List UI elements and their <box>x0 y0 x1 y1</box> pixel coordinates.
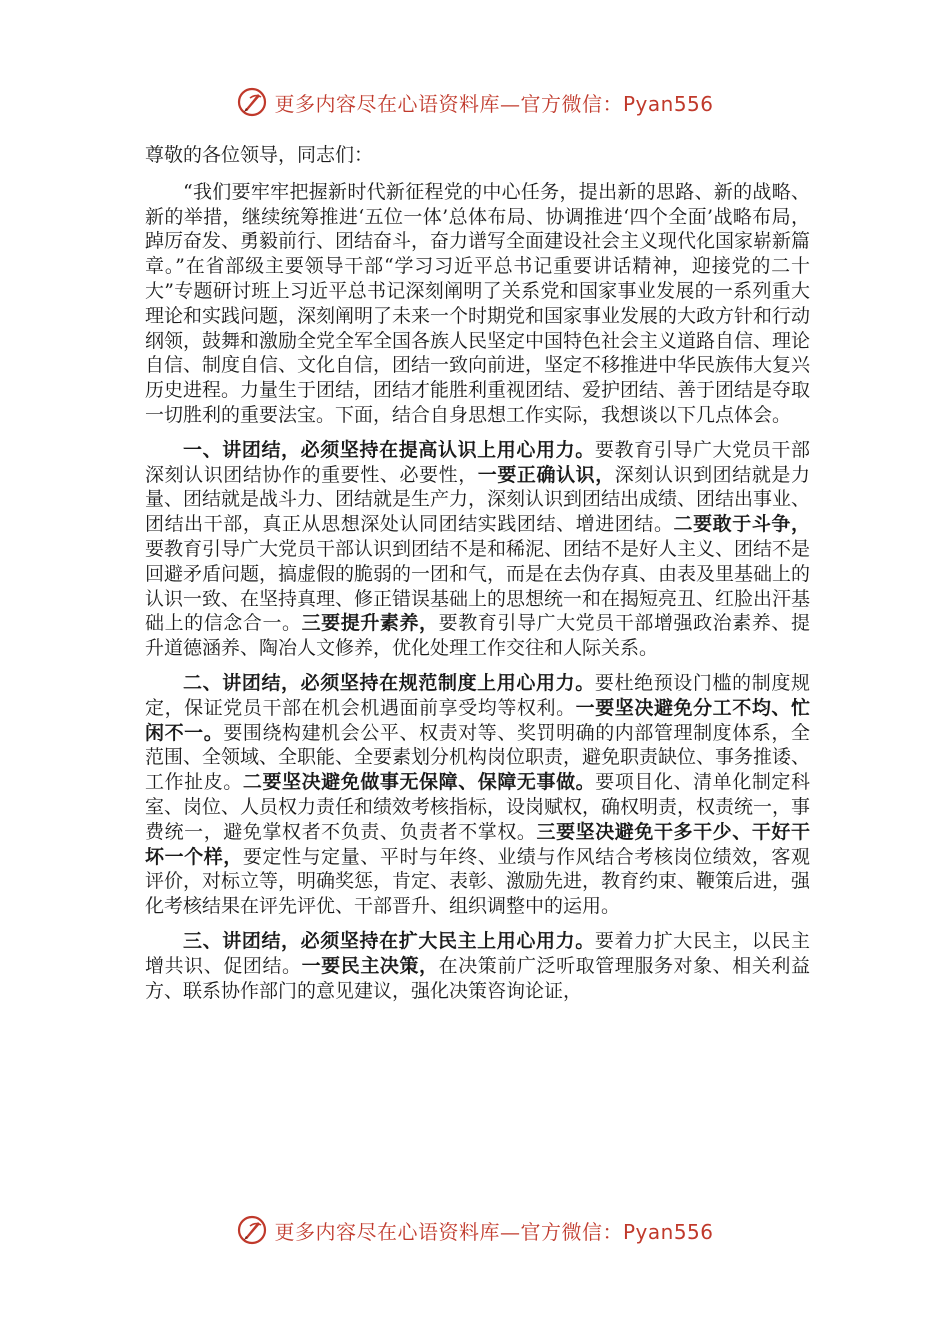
text-run: 要围绕构建机会公平、权责对等、奖罚明确的内部管理制度体系，全范围、全领域、全职能、全要素划分机构岗位职责，避免职责缺位、事务推诿、工作扯皮。 <box>145 721 811 794</box>
bold-heading-run: 一要民主决策， <box>301 954 439 977</box>
bold-heading-run: 三、讲团结，必须坚持在扩大民主上用心用力。 <box>183 929 595 952</box>
bold-heading-run: 三要提升素养， <box>301 612 439 635</box>
text-run: 要杜绝预设门槛的制度规定，保证党员干部在机会机遇面前享受均等权利。 <box>145 671 810 719</box>
bold-heading-run: 三要坚决避免干多干少、干好干坏一个样， <box>145 820 810 868</box>
text-run: 在决策前广泛听取管理服务对象、相关利益方、联系协作部门的意见建议，强化决策咨询论证， <box>145 954 810 1002</box>
header-watermark-banner <box>0 82 950 122</box>
text-run: 要教育引导广大党员干部认识到团结不是和稀泥、团结不是好人主义、团结不是回避矛盾问题，搞虚假的脆弱的一团和气，而是在去伪存真、由表及里基础上的认识一致、在坚持真理、修正错误基础上的思想统一和在揭短亮丑、红脸出汗基础上的信念合一。 <box>145 537 811 635</box>
greeting: 尊敬的各位领导，同志们： <box>145 144 374 166</box>
text-run: 深刻认识到团结就是力量、团结就是战斗力、团结就是生产力，深刻认识到团结出成绩、团结出事业、团结出干部，真正从思想深处认同团结实践团结、增进团结。 <box>145 463 811 536</box>
paragraph <box>145 671 810 919</box>
text-run: 要着力扩大民主，以民主增共识、促团结。 <box>145 929 810 977</box>
bold-heading-run: 二、讲团结，必须坚持在规范制度上用心用力。 <box>183 671 595 694</box>
bold-heading-run: 一要坚决避免分工不均、忙闲不一。 <box>145 696 810 744</box>
wechat-id: Pyan556 <box>622 1219 714 1244</box>
footer-watermark-banner <box>0 1210 950 1250</box>
paragraph <box>145 438 810 661</box>
banner-text: 更多内容尽在心语资料库—官方微信：Pyan556 <box>274 91 714 116</box>
paragraph-container <box>145 180 810 1004</box>
bold-heading-run: 二要敢于斗争， <box>673 513 810 536</box>
banner-text: 更多内容尽在心语资料库—官方微信：Pyan556 <box>274 1219 714 1244</box>
bold-heading-run: 一要正确认识， <box>477 463 615 486</box>
bold-heading-run: 二要坚决避免做事无保障、保障无事做。 <box>242 771 596 794</box>
wechat-id: Pyan556 <box>622 91 714 116</box>
quill-logo-icon <box>236 86 268 118</box>
paragraph <box>145 180 810 428</box>
bold-heading-run: 一、讲团结，必须坚持在提高认识上用心用力。 <box>183 438 595 461</box>
text-run: 要教育引导广大党员干部深刻认识团结协作的重要性、必要性， <box>145 438 810 486</box>
text-run: 要项目化、清单化制定科室、岗位、人员权力责任和绩效考核指标，设岗赋权，确权明责，权责统一，事费统一，避免掌权者不负责、负责者不掌权。 <box>145 771 811 843</box>
text-run: “我们要牢牢把握新时代新征程党的中心任务，提出新的思路、新的战略、新的举措，继续统筹推进‘五位一体’总体布局、协调推进‘四个全面’战略布局，踔厉奋发、勇毅前行、团结奋斗，奋力谱写全面建设社会主义现代化国家崭新篇章。”在省部级主要领导干部“学习习近平总书记重要讲话精神，迎接党的二十大”专题研讨班上习近平总书记深刻阐明了关系党和国家事业发展的一系列重大理论和实践问题，深刻阐明了未来一个时期党和国家事业发展的大政方针和行动纲领，鼓舞和激励全党全军全国各族人民坚定中国特色社会主义道路自信、理论自信、制度自信、文化自信，团结一致向前进，坚定不移推进中华民族伟大复兴历史进程。力量生于团结，团结才能胜利重视团结、爱护团结、善于团结是夺取一切胜利的重要法宝。下面，结合自身思想工作实际，我想谈以下几点体会。 <box>145 180 811 426</box>
document-body <box>145 143 810 1013</box>
text-run: 要定性与定量、平时与年终、业绩与作风结合考核岗位绩效，客观评价，对标立等，明确奖惩，肯定、表彰、激励先进，教育约束、鞭策后进，强化考核结果在评先评优、干部晋升、组织调整中的运用。 <box>145 845 811 918</box>
paragraph <box>145 929 810 1003</box>
quill-logo-icon <box>236 1214 268 1246</box>
text-run: 要教育引导广大党员干部增强政治素养、提升道德涵养、陶冶人文修养，优化处理工作交往和人际关系。 <box>145 612 810 660</box>
